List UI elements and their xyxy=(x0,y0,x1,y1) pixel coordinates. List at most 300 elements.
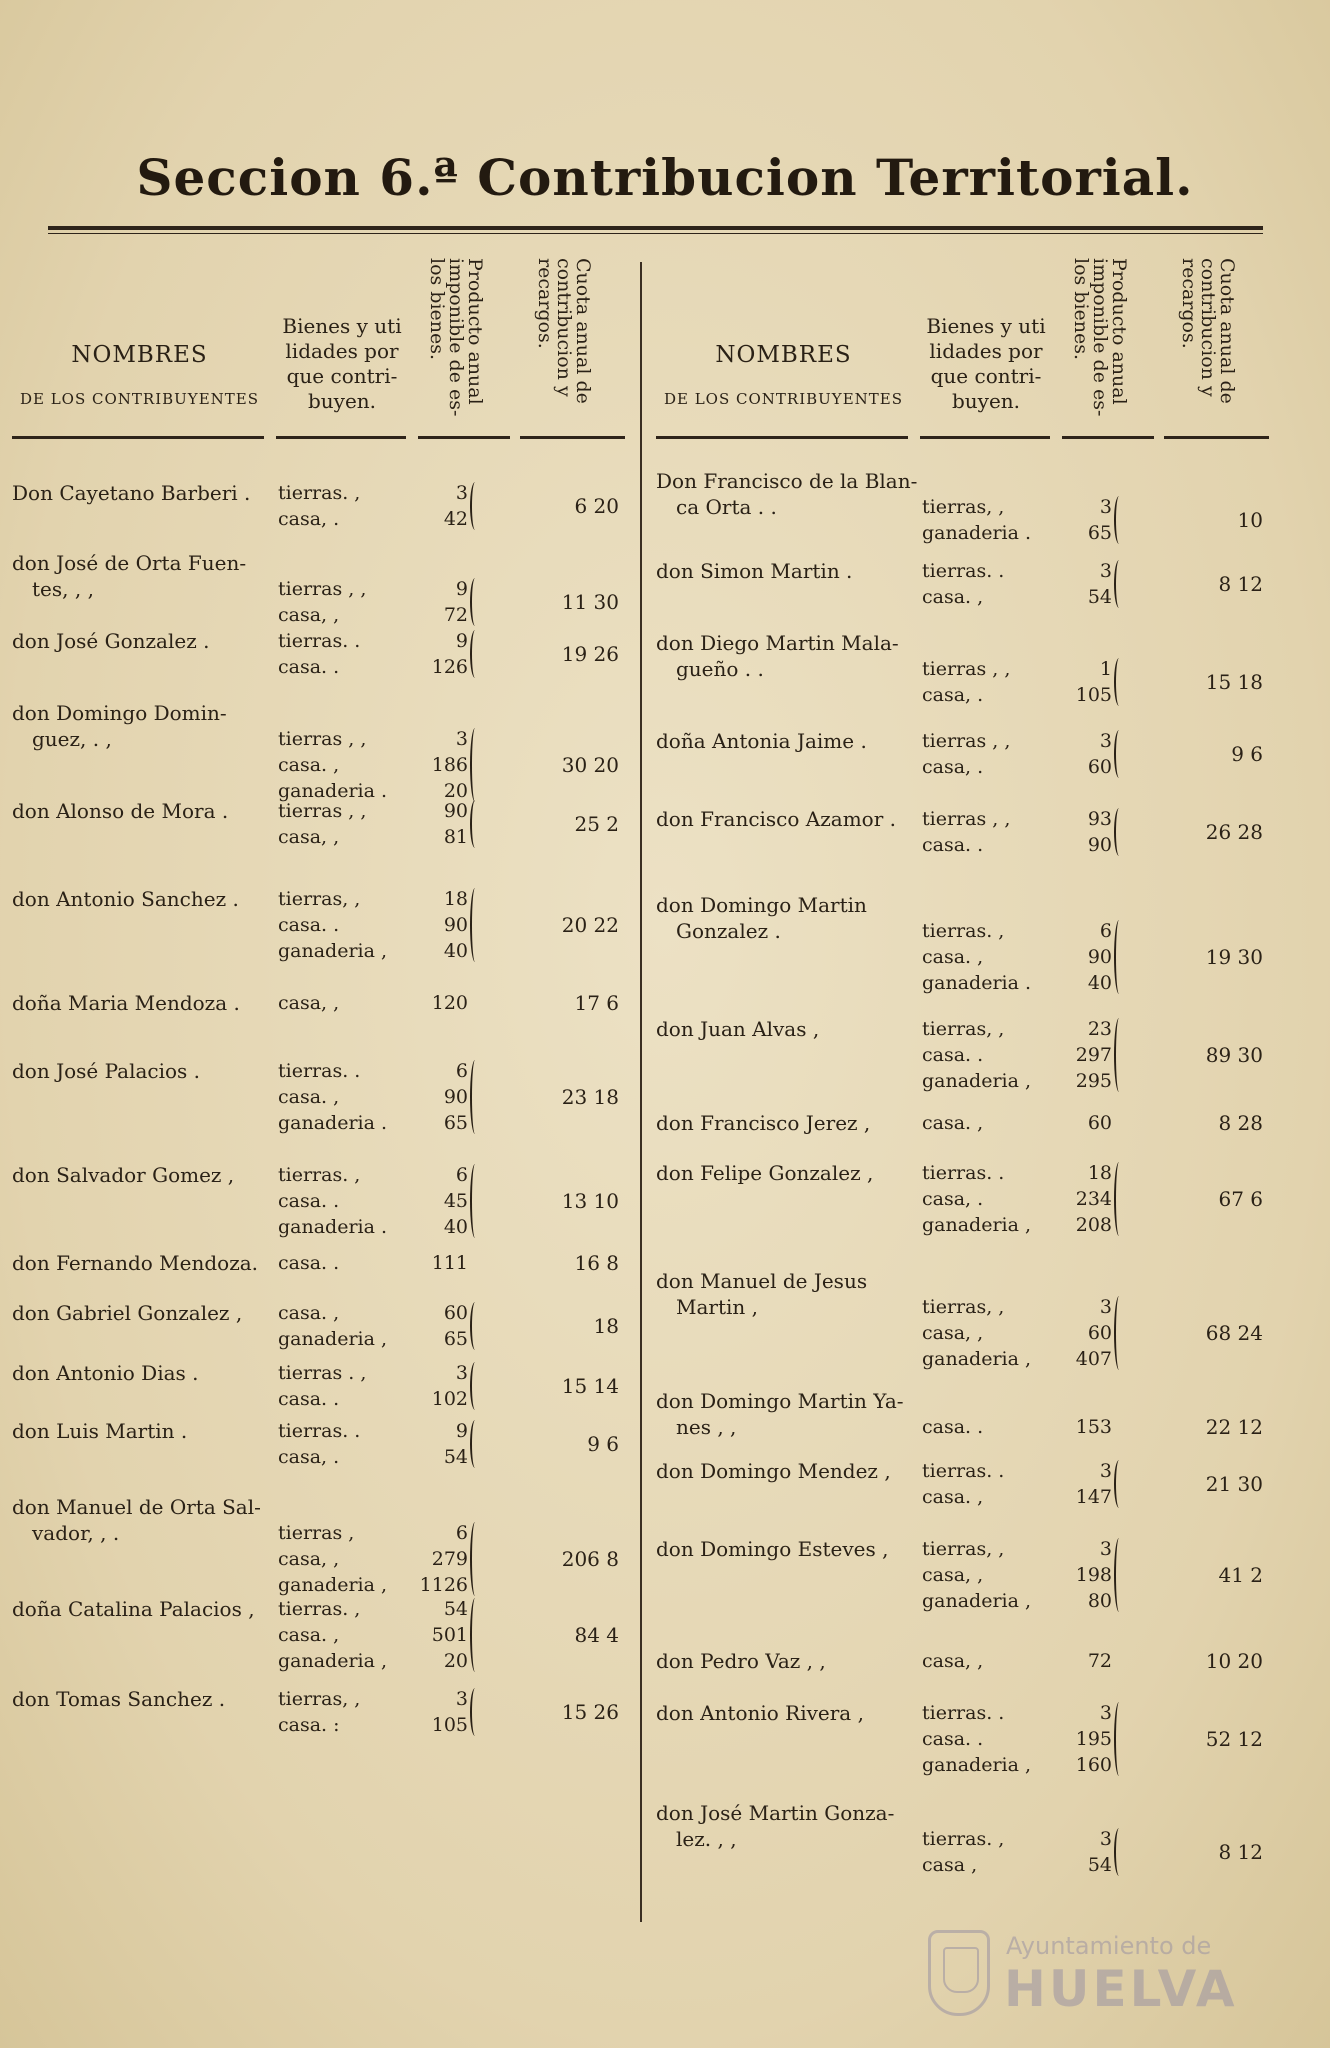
bien-row xyxy=(270,726,490,752)
bien-row xyxy=(270,1648,490,1674)
producto-value: 54 xyxy=(1087,586,1112,608)
bien-row xyxy=(914,832,1134,858)
producto-value: 72 xyxy=(443,604,468,626)
bien-label: casa, , xyxy=(278,992,340,1014)
brace-mark xyxy=(1114,1538,1124,1612)
bien-label: ganaderia . xyxy=(922,972,1032,994)
cuota-value: 6 20 xyxy=(574,494,619,518)
producto-value: 3 xyxy=(1099,496,1112,518)
bien-label: casa, , xyxy=(278,826,340,848)
bien-label: ganaderia . xyxy=(278,1216,388,1238)
header-names-subtitle: DE LOS CONTRIBUYENTES xyxy=(19,390,260,408)
bien-label: ganaderia . xyxy=(278,780,388,802)
brace-mark xyxy=(1114,1162,1124,1236)
bien-row xyxy=(914,1212,1134,1238)
producto-value: 54 xyxy=(443,1598,468,1620)
header-bienes xyxy=(272,314,412,414)
bien-row xyxy=(270,1596,490,1622)
producto-value: 60 xyxy=(1087,1322,1112,1344)
producto-value: 126 xyxy=(431,656,468,678)
contribuyente-name-line: don Antonio Sanchez . xyxy=(12,887,239,911)
brace-mark xyxy=(1114,920,1124,994)
cuota-value: 17 6 xyxy=(574,991,619,1015)
bien-row xyxy=(914,1042,1134,1068)
bienes-list xyxy=(270,1058,490,1136)
bien-row xyxy=(270,824,490,850)
producto-value: 3 xyxy=(455,1688,468,1710)
bien-row xyxy=(914,1458,1134,1484)
cuota-value: 206 8 xyxy=(561,1547,619,1571)
cuota-value: 11 30 xyxy=(561,590,619,614)
producto-value: 9 xyxy=(455,630,468,652)
contribuyente-name-line: doña Catalina Palacios , xyxy=(12,1597,255,1621)
bienes-list xyxy=(270,1596,490,1674)
contribuyente-name-line: vador, , . xyxy=(32,1521,120,1545)
producto-value: 3 xyxy=(1099,1702,1112,1724)
bien-label: casa. , xyxy=(278,754,340,776)
cuota-value: 8 28 xyxy=(1218,1111,1263,1135)
producto-value: 105 xyxy=(431,1714,468,1736)
bien-label: tierras. . xyxy=(278,1420,361,1442)
contribuyente-name xyxy=(12,1162,274,1188)
bien-row xyxy=(270,1546,490,1572)
bien-label: ganaderia , xyxy=(278,940,388,962)
contribuyente-name xyxy=(12,990,274,1016)
brace-mark xyxy=(470,630,480,678)
contribuyente-name-line: don Domingo Martin xyxy=(656,893,867,917)
bien-label: tierras, , xyxy=(278,888,361,910)
brace-mark xyxy=(1114,730,1124,778)
bien-label: casa. . xyxy=(922,1044,984,1066)
contribuyente-name-line: don Pedro Vaz , , xyxy=(656,1649,826,1673)
bien-label: casa. , xyxy=(922,946,984,968)
bienes-list xyxy=(270,1686,490,1738)
bien-label: casa, . xyxy=(922,684,984,706)
producto-value: 90 xyxy=(1087,834,1112,856)
bien-row xyxy=(270,1520,490,1546)
coat-of-arms-icon xyxy=(928,1930,990,2016)
bien-label: casa, . xyxy=(278,1446,340,1468)
bienes-list xyxy=(914,1294,1134,1372)
bien-label: ganaderia . xyxy=(278,1112,388,1134)
bien-label: casa, . xyxy=(922,756,984,778)
contribuyente-name-line: Don Francisco de la Blan- xyxy=(656,469,918,493)
cuota-value: 41 2 xyxy=(1218,1563,1263,1587)
brace-mark xyxy=(1114,808,1124,856)
contribuyente-name xyxy=(12,886,274,912)
right-column xyxy=(656,258,1271,1938)
producto-value: 1126 xyxy=(419,1574,468,1596)
producto-value: 147 xyxy=(1075,1486,1112,1508)
header-underline xyxy=(1062,436,1154,439)
bien-row xyxy=(914,754,1134,780)
bien-label: tierras. . xyxy=(922,1460,1005,1482)
header-underline xyxy=(1164,436,1269,439)
producto-value: 45 xyxy=(443,1190,468,1212)
cuota-value: 89 30 xyxy=(1205,1043,1263,1067)
contribuyente-name-line: gueño . . xyxy=(676,657,764,681)
producto-value: 3 xyxy=(455,728,468,750)
header-names-title: NOMBRES xyxy=(715,342,852,368)
contribuyente-name xyxy=(656,1458,918,1484)
bien-row xyxy=(914,1414,1134,1440)
producto-value: 18 xyxy=(443,888,468,910)
cuota-value: 8 12 xyxy=(1218,572,1263,596)
producto-value: 60 xyxy=(1087,1112,1112,1134)
producto-value: 208 xyxy=(1075,1214,1112,1236)
bien-label: tierras. . xyxy=(922,1162,1005,1184)
contribuyente-name xyxy=(656,1160,918,1186)
bien-row xyxy=(914,1826,1134,1852)
contribuyente-name-line: don Alonso de Mora . xyxy=(12,799,229,823)
producto-value: 407 xyxy=(1075,1348,1112,1370)
brace-mark xyxy=(1114,658,1124,706)
contribuyente-name xyxy=(656,1536,918,1562)
bien-row xyxy=(914,806,1134,832)
contribuyente-name-line: tes, , , xyxy=(32,577,94,601)
cuota-value: 16 8 xyxy=(574,1251,619,1275)
contribuyente-name-line: don Salvador Gomez , xyxy=(12,1163,235,1187)
bien-row xyxy=(270,1326,490,1352)
bienes-list xyxy=(270,628,490,680)
brace-mark xyxy=(470,1362,480,1410)
bien-label: tierras, , xyxy=(278,1688,361,1710)
producto-value: 81 xyxy=(443,826,468,848)
brace-mark xyxy=(470,888,480,962)
cuota-value: 15 14 xyxy=(561,1374,619,1398)
bien-row xyxy=(270,1162,490,1188)
title-rule xyxy=(48,226,1263,230)
producto-value: 93 xyxy=(1087,808,1112,830)
header-bienes-line: lidades por xyxy=(929,339,1043,363)
contribuyente-name-line: don Tomas Sanchez . xyxy=(12,1687,226,1711)
producto-value: 65 xyxy=(1087,522,1112,544)
brace-mark xyxy=(1114,1460,1124,1508)
bien-label: ganaderia , xyxy=(922,1590,1032,1612)
bien-label: ganaderia . xyxy=(922,522,1032,544)
bien-row xyxy=(270,912,490,938)
bien-label: tierras, , xyxy=(922,1018,1005,1040)
contribuyente-name-line: lez. , , xyxy=(676,1827,737,1851)
contribuyente-name-line: don José Martin Gonza- xyxy=(656,1801,895,1825)
contribuyente-name-line: don Diego Martin Mala- xyxy=(656,631,899,655)
bienes-list xyxy=(270,1520,490,1598)
header-bienes-line: buyen. xyxy=(307,389,377,413)
brace-mark xyxy=(1114,496,1124,544)
bien-label: tierras , , xyxy=(278,800,367,822)
bienes-list xyxy=(914,1414,1134,1440)
page-title: Seccion 6.ª Contribucion Territorial. xyxy=(136,148,1194,207)
contribuyente-name xyxy=(12,1686,274,1712)
producto-value: 65 xyxy=(443,1112,468,1134)
producto-value: 20 xyxy=(443,780,468,802)
header-bienes-line: que contri- xyxy=(286,364,398,388)
bien-label: tierras. , xyxy=(922,920,1005,942)
contribuyente-name-line: guez, . , xyxy=(32,727,112,751)
contribuyente-name-line: don Fernando Mendoza. xyxy=(12,1251,259,1275)
brace-mark xyxy=(1114,1018,1124,1092)
bien-row xyxy=(270,1084,490,1110)
header-underline xyxy=(520,436,625,439)
contribuyente-name xyxy=(12,700,274,752)
producto-value: 3 xyxy=(455,482,468,504)
bien-label: tierras. . xyxy=(922,1702,1005,1724)
bien-label: tierras. , xyxy=(278,482,361,504)
brace-mark xyxy=(1114,1828,1124,1876)
cuota-value: 52 12 xyxy=(1205,1727,1263,1751)
brace-mark xyxy=(470,1598,480,1672)
brace-mark xyxy=(470,578,480,626)
cuota-value: 9 6 xyxy=(1231,742,1263,766)
producto-value: 90 xyxy=(443,914,468,936)
contribuyente-name xyxy=(12,798,274,824)
bienes-list xyxy=(914,728,1134,780)
contribuyente-name xyxy=(656,728,918,754)
bien-label: casa, . xyxy=(278,508,340,530)
bien-label: ganaderia , xyxy=(278,1650,388,1672)
bienes-list xyxy=(914,656,1134,708)
bienes-list xyxy=(914,1826,1134,1878)
bien-label: tierras, , xyxy=(922,1296,1005,1318)
contribuyente-name xyxy=(656,1800,918,1852)
bien-label: casa. . xyxy=(278,1388,340,1410)
contribuyente-name-line: don Manuel de Jesus xyxy=(656,1269,868,1293)
column-divider xyxy=(640,262,642,1922)
bien-label: tierras , xyxy=(278,1522,355,1544)
brace-mark xyxy=(470,800,480,848)
brace-mark xyxy=(1114,1702,1124,1776)
cuota-value: 13 10 xyxy=(561,1189,619,1213)
bien-label: ganaderia , xyxy=(922,1070,1032,1092)
contribuyente-name-line: nes , , xyxy=(676,1415,737,1439)
bien-label: tierras, , xyxy=(922,1538,1005,1560)
cuota-value: 8 12 xyxy=(1218,1840,1263,1864)
contribuyente-name-line: ca Orta . . xyxy=(676,495,777,519)
header-underline xyxy=(418,436,510,439)
bien-row xyxy=(914,1562,1134,1588)
bienes-list xyxy=(270,1418,490,1470)
contribuyente-name xyxy=(656,630,918,682)
producto-value: 120 xyxy=(431,992,468,1014)
cuota-value: 22 12 xyxy=(1205,1415,1263,1439)
bienes-list xyxy=(270,798,490,850)
bien-row xyxy=(914,728,1134,754)
bien-label: casa. . xyxy=(922,834,984,856)
bien-label: casa, . xyxy=(922,1188,984,1210)
contribuyente-name xyxy=(12,1596,274,1622)
producto-value: 160 xyxy=(1075,1754,1112,1776)
producto-value: 102 xyxy=(431,1388,468,1410)
bien-row xyxy=(270,480,490,506)
bien-row xyxy=(914,1320,1134,1346)
bienes-list xyxy=(914,1160,1134,1238)
bien-row xyxy=(270,1214,490,1240)
producto-value: 18 xyxy=(1087,1162,1112,1184)
bienes-list xyxy=(914,558,1134,610)
producto-value: 6 xyxy=(455,1164,468,1186)
bien-row xyxy=(270,1712,490,1738)
bien-label: ganaderia , xyxy=(922,1754,1032,1776)
cuota-value: 10 20 xyxy=(1205,1649,1263,1673)
bien-row xyxy=(270,1444,490,1470)
bien-row xyxy=(270,1572,490,1598)
bien-row xyxy=(914,1536,1134,1562)
watermark xyxy=(928,1930,1258,2022)
bien-label: tierras. . xyxy=(278,1060,361,1082)
bien-label: casa, , xyxy=(922,1322,984,1344)
producto-value: 60 xyxy=(1087,756,1112,778)
cuota-value: 25 2 xyxy=(574,812,619,836)
cuota-value: 26 28 xyxy=(1205,820,1263,844)
contribuyente-name-line: Gonzalez . xyxy=(676,919,781,943)
column-header xyxy=(656,258,1271,440)
bien-row xyxy=(914,1346,1134,1372)
contribuyente-name-line: don Domingo Mendez , xyxy=(656,1459,891,1483)
bien-row xyxy=(914,656,1134,682)
contribuyente-name xyxy=(656,892,918,944)
title-rule-thin xyxy=(48,233,1263,234)
bien-label: ganaderia , xyxy=(922,1214,1032,1236)
producto-value: 9 xyxy=(455,578,468,600)
bien-label: casa. , xyxy=(922,586,984,608)
bienes-list xyxy=(914,1458,1134,1510)
contribuyente-name xyxy=(656,1388,918,1440)
contribuyente-name-line: don Domingo Esteves , xyxy=(656,1537,889,1561)
bien-label: tierras. , xyxy=(922,1828,1005,1850)
bien-label: casa. . xyxy=(922,1728,984,1750)
contribuyente-name xyxy=(12,1494,274,1546)
producto-value: 60 xyxy=(443,1302,468,1324)
producto-value: 295 xyxy=(1075,1070,1112,1092)
producto-value: 90 xyxy=(443,800,468,822)
bien-row xyxy=(914,1186,1134,1212)
brace-mark xyxy=(470,1420,480,1468)
bien-row xyxy=(270,886,490,912)
contribuyente-name xyxy=(12,480,274,506)
producto-value: 9 xyxy=(455,1420,468,1442)
producto-value: 153 xyxy=(1075,1416,1112,1438)
brace-mark xyxy=(470,1060,480,1134)
brace-mark xyxy=(470,728,480,802)
header-names xyxy=(12,342,267,408)
bien-row xyxy=(914,1068,1134,1094)
bien-label: casa , xyxy=(922,1854,978,1876)
cuota-value: 9 6 xyxy=(587,1432,619,1456)
header-bienes-line: que contri- xyxy=(930,364,1042,388)
producto-value: 65 xyxy=(443,1328,468,1350)
bien-label: casa. , xyxy=(922,1112,984,1134)
producto-value: 90 xyxy=(443,1086,468,1108)
bien-row xyxy=(270,1300,490,1326)
bienes-list xyxy=(914,1700,1134,1778)
cuota-value: 19 30 xyxy=(1205,945,1263,969)
watermark-top: Ayuntamiento de xyxy=(1006,1932,1212,1960)
contribuyente-name-line: don Manuel de Orta Sal- xyxy=(12,1495,261,1519)
contribuyente-name-line: don Domingo Martin Ya- xyxy=(656,1389,904,1413)
bien-label: casa, , xyxy=(278,604,340,626)
producto-value: 6 xyxy=(1099,920,1112,942)
bien-label: tierras , , xyxy=(278,578,367,600)
brace-mark xyxy=(470,1522,480,1596)
contribuyente-name xyxy=(656,1268,918,1320)
contribuyente-name xyxy=(12,1300,274,1326)
bien-row xyxy=(270,938,490,964)
bienes-list xyxy=(914,1536,1134,1614)
bien-row xyxy=(270,506,490,532)
bienes-list xyxy=(270,1360,490,1412)
bienes-list xyxy=(914,1648,1134,1674)
header-bienes-line: buyen. xyxy=(951,389,1021,413)
bien-row xyxy=(270,752,490,778)
contribuyente-name-line: don Domingo Domin- xyxy=(12,701,227,725)
bien-row xyxy=(270,798,490,824)
bien-row xyxy=(914,494,1134,520)
bienes-list xyxy=(270,1250,490,1276)
bien-label: casa. . xyxy=(278,656,340,678)
bien-row xyxy=(914,1294,1134,1320)
producto-value: 501 xyxy=(431,1624,468,1646)
bienes-list xyxy=(914,1016,1134,1094)
brace-mark xyxy=(470,1164,480,1238)
contribuyente-name-line: don José Gonzalez . xyxy=(12,629,210,653)
producto-value: 3 xyxy=(1099,560,1112,582)
bienes-list xyxy=(914,806,1134,858)
cuota-value: 84 4 xyxy=(574,1623,619,1647)
producto-value: 54 xyxy=(443,1446,468,1468)
contribuyente-name xyxy=(12,1418,274,1444)
header-underline xyxy=(920,436,1050,439)
cuota-value: 23 18 xyxy=(561,1085,619,1109)
contribuyente-name xyxy=(656,1016,918,1042)
bienes-list xyxy=(270,726,490,804)
header-names-subtitle: DE LOS CONTRIBUYENTES xyxy=(663,390,904,408)
cuota-value: 15 26 xyxy=(561,1700,619,1724)
bien-label: casa. , xyxy=(278,1624,340,1646)
producto-value: 72 xyxy=(1087,1650,1112,1672)
contribuyente-name-line: don Felipe Gonzalez , xyxy=(656,1161,874,1185)
bienes-list xyxy=(914,918,1134,996)
header-underline xyxy=(656,436,908,439)
producto-value: 20 xyxy=(443,1650,468,1672)
brace-mark xyxy=(1114,1296,1124,1370)
contribuyente-name xyxy=(656,558,918,584)
cuota-value: 30 20 xyxy=(561,753,619,777)
bien-row xyxy=(914,1588,1134,1614)
bienes-list xyxy=(270,990,490,1016)
producto-value: 3 xyxy=(1099,730,1112,752)
bien-label: casa. , xyxy=(922,1486,984,1508)
producto-value: 3 xyxy=(1099,1828,1112,1850)
cuota-value: 67 6 xyxy=(1218,1187,1263,1211)
producto-value: 198 xyxy=(1075,1564,1112,1586)
bien-row xyxy=(914,918,1134,944)
brace-mark xyxy=(470,1302,480,1350)
producto-value: 1 xyxy=(1099,658,1112,680)
contribuyente-name xyxy=(12,1250,274,1276)
bien-label: casa, , xyxy=(922,1650,984,1672)
header-bienes-line: Bienes y uti xyxy=(926,314,1046,338)
bien-label: casa, , xyxy=(278,1548,340,1570)
column-header xyxy=(12,258,627,440)
bien-row xyxy=(270,1058,490,1084)
bien-label: tierras. . xyxy=(922,560,1005,582)
producto-value: 297 xyxy=(1075,1044,1112,1066)
contribuyente-name-line: don Francisco Jerez , xyxy=(656,1111,871,1135)
bien-row xyxy=(270,990,490,1016)
bienes-list xyxy=(270,886,490,964)
bien-row xyxy=(270,1188,490,1214)
bien-row xyxy=(270,576,490,602)
